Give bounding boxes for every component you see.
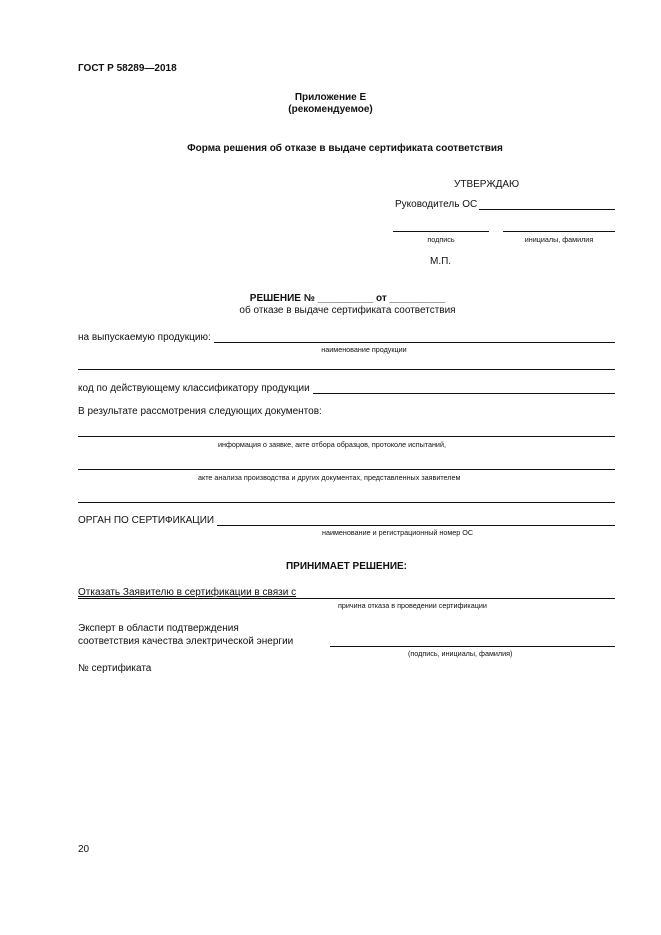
product-line (214, 342, 615, 343)
expert-caption: (подпись, инициалы, фамилия) (408, 649, 513, 658)
documents-label: В результате рассмотрения следующих документов: (78, 406, 322, 417)
product-line-2 (78, 369, 615, 370)
expert-line-1: Эксперт в области подтверждения (78, 623, 239, 634)
document-code: ГОСТ Р 58289—2018 (78, 63, 177, 74)
signature-line (393, 231, 489, 232)
decision-subtitle: об отказе в выдаче сертификата соответствия (239, 305, 456, 316)
resolution-title: ПРИНИМАЕТ РЕШЕНИЕ: (285, 561, 408, 572)
form-title: Форма решения об отказе в выдаче сертификата соответствия (187, 143, 503, 154)
body-label: ОРГАН ПО СЕРТИФИКАЦИИ (78, 515, 215, 526)
appendix-subtitle: (рекомендуемое) (288, 104, 373, 115)
page-number: 20 (78, 844, 90, 855)
expert-signature-line (330, 646, 615, 647)
expert-line-2: соответствия качества электрической энергии (78, 636, 294, 647)
signature-caption: подпись (427, 235, 455, 244)
stamp-label: М.П. (430, 256, 452, 267)
classifier-label: код по действующему классификатору продукции (78, 383, 310, 394)
refuse-text: Отказать Заявителю в сертификации в связи с (78, 587, 297, 598)
decision-title: РЕШЕНИЕ № __________ от __________ (249, 293, 446, 304)
certificate-label: № сертификата (78, 663, 152, 674)
product-label: на выпускаемую продукцию: (78, 332, 211, 343)
approve-label: УТВЕРЖДАЮ (454, 179, 520, 190)
classifier-line (313, 393, 615, 394)
documents-line-2 (78, 469, 615, 470)
refuse-line (78, 598, 615, 599)
refuse-caption: причина отказа в проведении сертификации (338, 601, 487, 610)
appendix-title: Приложение Е (294, 92, 367, 103)
documents-caption-2: акте анализа производства и других документах, представленных заявителем (198, 473, 461, 482)
body-caption: наименование и регистрационный номер ОС (322, 528, 474, 537)
initials-line (503, 231, 615, 232)
documents-line-3 (78, 502, 615, 503)
head-label: Руководитель ОС (395, 199, 478, 210)
documents-line-1 (78, 436, 615, 437)
head-line (479, 209, 615, 210)
documents-caption-1: информация о заявке, акте отбора образцов, протоколе испытаний, (218, 440, 446, 449)
product-caption: наименование продукции (321, 345, 407, 354)
initials-caption: инициалы, фамилия (524, 235, 594, 244)
body-line (217, 525, 615, 526)
